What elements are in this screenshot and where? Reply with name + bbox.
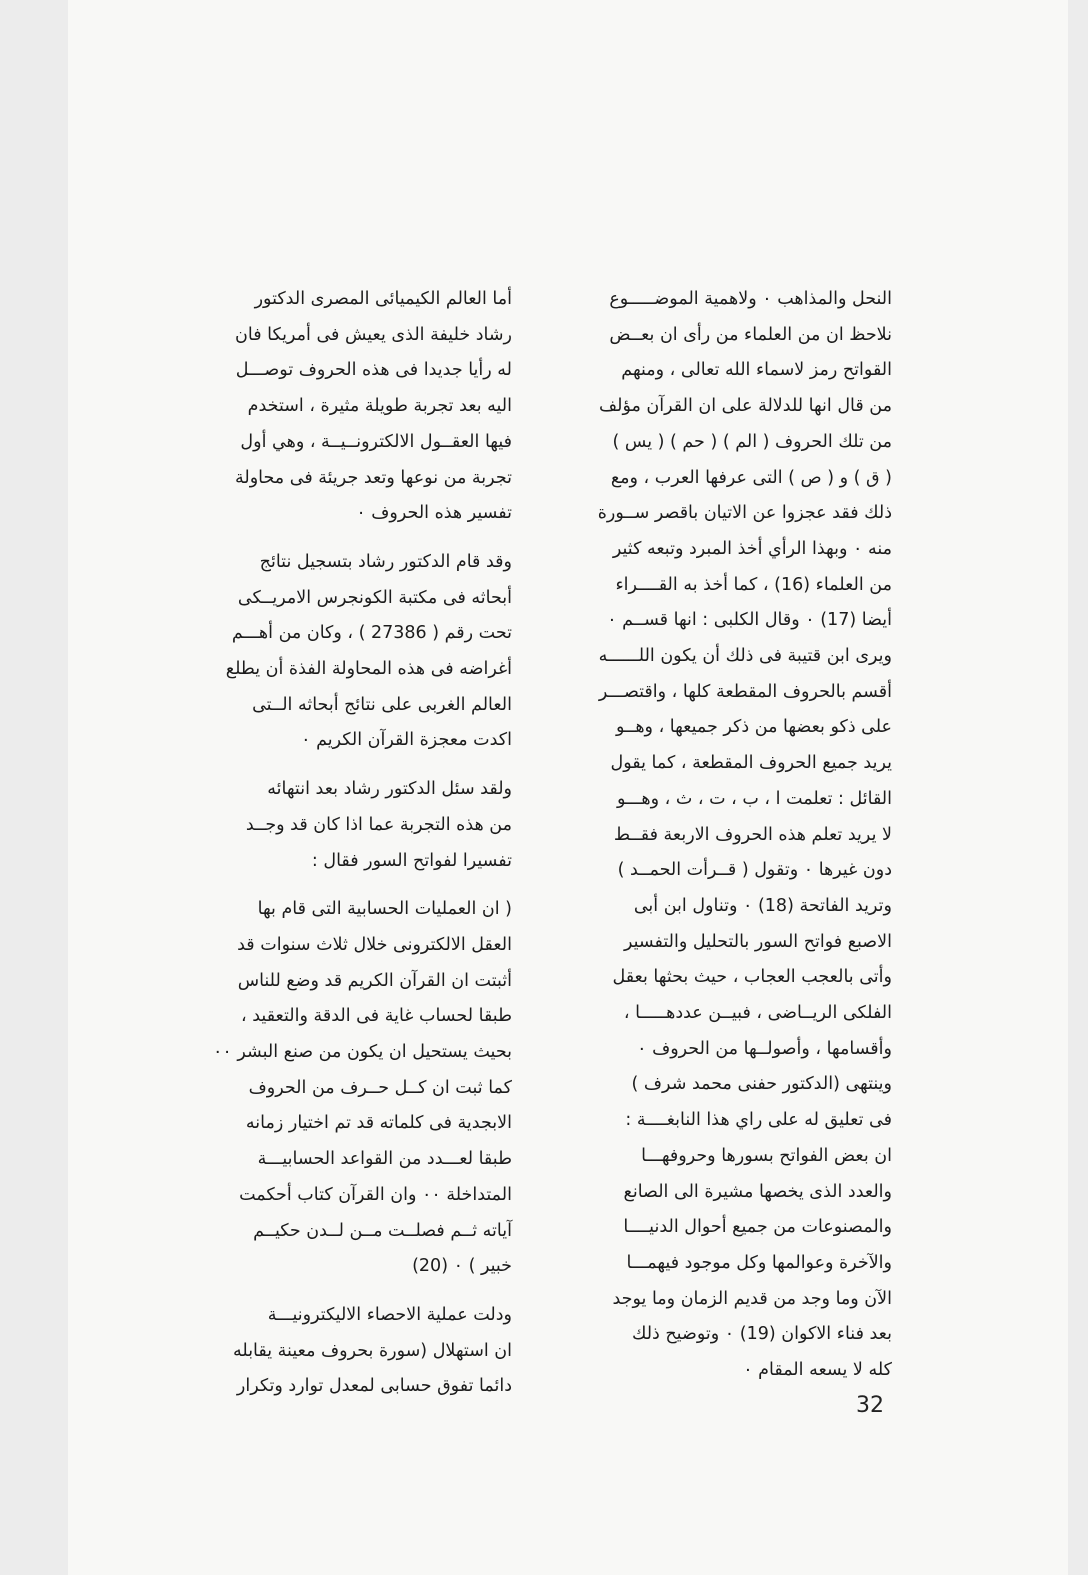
text-line: تجربة من نوعها وتعد جريئة فى محاولة [235, 467, 512, 488]
page-number: 32 [856, 1393, 884, 1418]
text-line: لا يريد تعلم هذه الحروف الاربعة فقــط [613, 824, 892, 845]
text-line: القواتح رمز لاسماء الله تعالى ، ومنهم [621, 360, 892, 381]
text-line: أيضا (17) ٠ وقال الكلبى : انها قســم ٠ [607, 610, 892, 631]
text-line: ولقد سئل الدكتور رشاد بعد انتهائه [267, 779, 512, 800]
text-line: اكدت معجزة القرآن الكريم ٠ [301, 730, 512, 751]
text-line: الفلكى الريــاضى ، فبيــن عددهـــــا ، [623, 1003, 892, 1024]
text-line: اليه بعد تجربة طويلة مثيرة ، استخدم [247, 396, 512, 417]
paragraph [160, 892, 512, 1285]
text-line: من قال انها للدلالة على ان القرآن مؤلف [599, 396, 892, 417]
text-line: آياته ثــم فصلــت مــن لــدن حكيــم [253, 1220, 512, 1241]
text-line: أثبتت ان القرآن الكريم قد وضع للناس [237, 970, 512, 991]
text-line: كما ثبت ان كــل حــرف من الحروف [248, 1077, 512, 1098]
text-line: بحيث يستحيل ان يكون من صنع البشر ٠٠ [212, 1042, 512, 1063]
text-line: وقد قام الدكتور رشاد بتسجيل نتائج [259, 551, 512, 572]
text-line: على ذكو بعضها من ذكر جميعها ، وهــو [616, 717, 892, 738]
text-line: نلاحظ ان من العلماء من رأى ان بعــض [609, 324, 892, 345]
text-line: طبقا لعـــدد من القواعد الحسابيـــة [257, 1149, 512, 1170]
paragraph [540, 282, 892, 1389]
paragraph [160, 282, 512, 532]
text-line: والآخرة وعوالمها وكل موجود فيهمـــا [626, 1252, 892, 1273]
paragraph [160, 1298, 512, 1405]
text-line: تحت رقم ( 27386 ) ، وكان من أهـــم [231, 623, 512, 644]
text-line: من العلماء (16) ، كما أخذ به القــــراء [615, 574, 892, 595]
paragraph [160, 772, 512, 879]
text-line: أبحاثه فى مكتبة الكونجرس الامريــكى [237, 587, 512, 608]
text-line: ان استهلال (سورة بحروف معينة يقابله [233, 1340, 512, 1361]
text-line: من هذه التجربة عما اذا كان قد وجــد [245, 814, 512, 835]
text-line: وأقسامها ، وأصولــها من الحروف ٠ [637, 1038, 892, 1059]
text-line: وينتهى (الدكتور حفنى محمد شرف ) [631, 1074, 892, 1095]
text-line: ذلك فقد عجزوا عن الاتيان باقصر ســورة [597, 503, 892, 524]
text-line: النحل والمذاهب ٠ ولاهمية الموضـــــوع [609, 289, 892, 309]
text-line: الاصبع فواتح السور بالتحليل والتفسير [623, 931, 892, 952]
text-line: تفسيرا لفواتح السور فقال : [311, 850, 512, 871]
text-line: القائل : تعلمت ا ، ب ، ت ، ث ، وهـــو [617, 788, 892, 809]
text-line: تفسير هذه الحروف ٠ [356, 503, 512, 524]
paragraph [160, 545, 512, 759]
text-line: رشاد خليفة الذى يعيش فى أمريكا فان [235, 324, 512, 345]
text-line: ( ق ) و ( ص ) التى عرفها العرب ، ومع [610, 467, 892, 488]
text-line: الآن وما وجد من قديم الزمان وما يوجد [612, 1288, 892, 1309]
text-line: وأتى بالعجب العجاب ، حيث بحثها بعقل [612, 967, 892, 988]
text-line: ان بعض الفواتح بسورها وحروفهـــا [641, 1145, 892, 1166]
text-line: كله لا يسعه المقام ٠ [743, 1360, 892, 1381]
text-line: الابجدية فى كلماته قد تم اختيار زمانه [245, 1113, 512, 1134]
text-line: منه ٠ وبهذا الرأي أخذ المبرد وتبعه كثير [612, 538, 892, 559]
text-line: وتريد الفاتحة (18) ٠ وتناول ابن أبى [633, 895, 892, 916]
text-line: أقسم بالحروف المقطعة كلها ، واقتصـــر [598, 681, 892, 702]
right-text-column [540, 282, 892, 1402]
text-line: والعدد الذى يخصها مشيرة الى الصانع [623, 1181, 892, 1202]
text-line: أما العالم الكيميائى المصرى الدكتور [254, 289, 512, 309]
text-line: دون غيرها ٠ وتقول ( قــرأت الحمــد ) [617, 860, 892, 881]
text-line: ودلت عملية الاحصاء الاليكترونيـــة [267, 1304, 512, 1325]
text-line: طبقا لحساب غاية فى الدقة والتعقيد ، [241, 1006, 512, 1027]
text-line: من تلك الحروف ( الم ) ( حم ) ( يس ) [612, 431, 892, 452]
text-line: أغراضه فى هذه المحاولة الفذة أن يطلع [225, 659, 512, 680]
left-text-column [160, 282, 512, 1418]
text-line: العقل الالكترونى خلال ثلاث سنوات قد [237, 934, 512, 955]
text-line: خبير ) ٠ (20) [412, 1256, 512, 1277]
text-line: ( ان العمليات الحسابية التى قام بها [257, 899, 512, 920]
text-line: فى تعليق له على راي هذا النابغــــة : [625, 1110, 892, 1131]
text-line: ويرى ابن قتيبة فى ذلك أن يكون اللــــــه [598, 646, 892, 667]
text-line: العالم الغربى على نتائج أبحاثه الــتى [252, 694, 512, 715]
text-line: يريد جميع الحروف المقطعة ، كما يقول [610, 753, 892, 774]
text-line: والمصنوعات من جميع أحوال الدنيــــا [623, 1217, 892, 1238]
text-line: المتداخلة ٠٠ وان القرآن كتاب أحكمت [239, 1184, 512, 1205]
text-line: فيها العقــول الالكترونــيــة ، وهي أول [240, 431, 512, 452]
text-line: بعد فناء الاكوان (19) ٠ وتوضيح ذلك [631, 1324, 892, 1345]
text-line: دائما تفوق حسابى لمعدل توارد وتكرار [236, 1376, 512, 1397]
text-line: له رأيا جديدا فى هذه الحروف توصـــل [235, 360, 512, 381]
